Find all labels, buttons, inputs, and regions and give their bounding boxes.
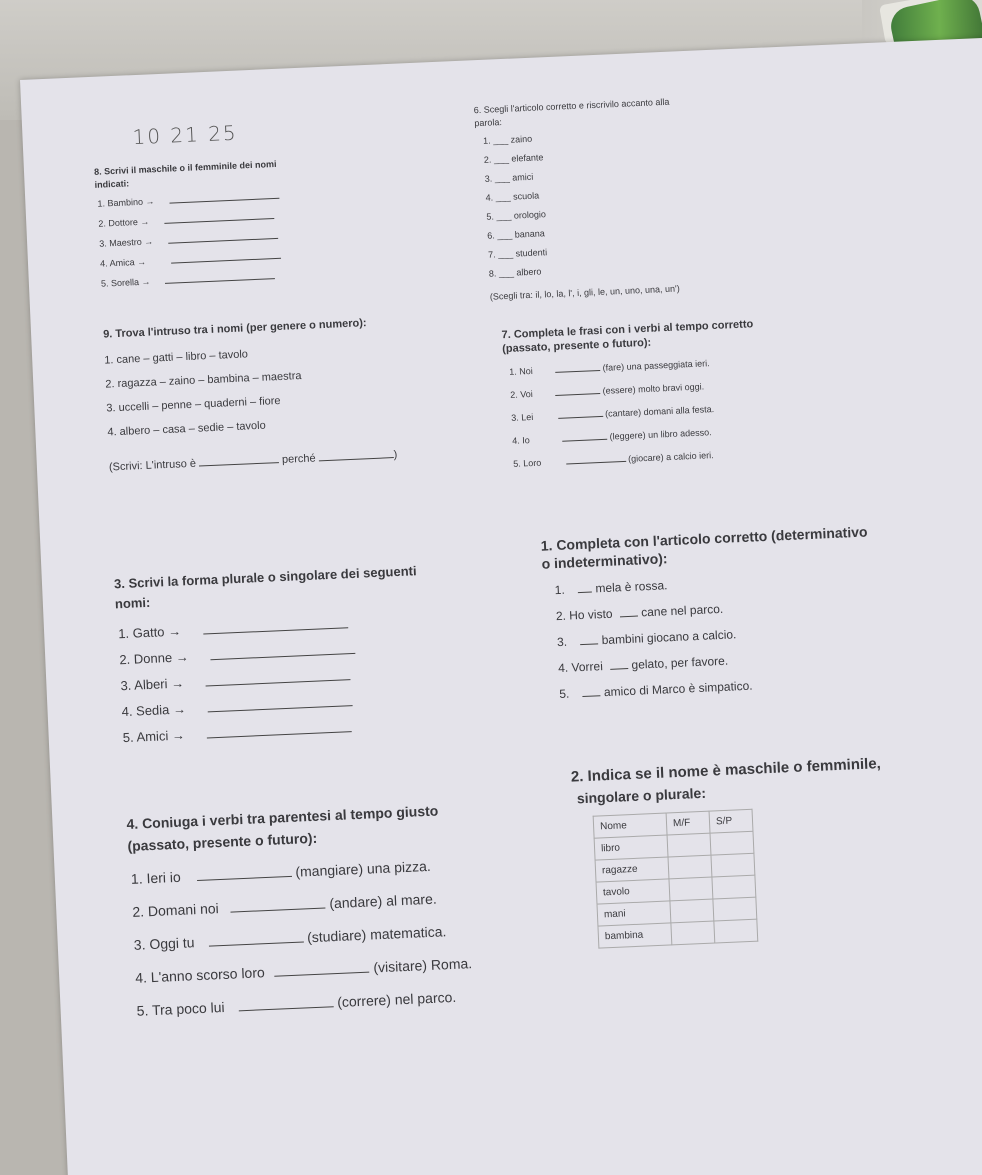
ex9-item-1: 1. cane – gatti – libro – tavolo xyxy=(104,348,249,367)
ex4-item-3[interactable]: 3. Oggi tu (studiare) matematica. xyxy=(133,923,447,953)
worksheet-paper xyxy=(20,36,982,1175)
verb-blank[interactable] xyxy=(209,941,304,946)
column-header: Nome xyxy=(593,813,667,838)
ex4-item-2[interactable]: 2. Domani noi (andare) al mare. xyxy=(132,890,438,920)
intruder-blank[interactable] xyxy=(199,462,279,466)
ex8-item-2[interactable]: 2. Dottore → xyxy=(98,211,274,229)
ex8-item-5[interactable]: 5. Sorella → xyxy=(101,271,275,289)
ex7-item-2[interactable]: 2. Voi (essere) molto bravi oggi. xyxy=(509,381,705,400)
verb-blank[interactable] xyxy=(555,393,600,396)
ex7-title-2: (passato, presente o futuro): xyxy=(501,336,652,356)
ex8-item-4[interactable]: 4. Amica → xyxy=(100,251,281,269)
ex4-item-5[interactable]: 5. Tra poco lui (correre) nel parco. xyxy=(136,988,457,1019)
answer-cell[interactable] xyxy=(711,853,755,877)
answer-cell[interactable] xyxy=(668,855,712,879)
article-blank[interactable] xyxy=(578,592,592,594)
verb-blank[interactable] xyxy=(231,907,326,912)
answer-blank[interactable] xyxy=(165,278,275,284)
answer-cell[interactable] xyxy=(669,877,713,901)
article-blank[interactable] xyxy=(620,616,638,618)
answer-blank[interactable] xyxy=(164,218,274,224)
noun-cell: ragazze xyxy=(595,857,669,882)
ex9-note[interactable]: (Scrivi: L'intruso è perché ) xyxy=(108,448,398,474)
ex1-title-1: 1. Completa con l'articolo corretto (determinativo xyxy=(540,523,868,554)
ex2-title-1: 2. Indica se il nome è maschile o femminile, xyxy=(570,755,882,786)
ex9-item-2: 2. ragazza – zaino – bambina – maestra xyxy=(105,370,302,391)
ex7-item-3[interactable]: 3. Lei (cantare) domani alla festa. xyxy=(510,404,715,423)
ex6-item-4[interactable]: 4. ___ scuola xyxy=(485,190,540,203)
verb-blank[interactable] xyxy=(566,461,626,465)
ex6-item-5[interactable]: 5. ___ orologio xyxy=(486,209,547,222)
answer-blank[interactable] xyxy=(168,238,278,244)
ex1-title-2: o indeterminativo): xyxy=(541,550,668,572)
noun-cell: bambina xyxy=(598,923,672,948)
ex7-item-1[interactable]: 1. Noi (fare) una passeggiata ieri. xyxy=(508,358,710,377)
ex3-title-1: 3. Scrivi la forma plurale o singolare dei seguenti xyxy=(113,563,417,592)
verb-blank[interactable] xyxy=(558,416,603,419)
ex7-title-1: 7. Completa le frasi con i verbi al tempo corretto xyxy=(501,318,754,342)
noun-cell: mani xyxy=(597,901,671,926)
ex3-item-5[interactable]: 5. Amici → xyxy=(122,720,351,745)
noun-cell: libro xyxy=(594,835,668,860)
ex3-item-3[interactable]: 3. Alberi → xyxy=(120,668,351,693)
answer-cell[interactable] xyxy=(667,833,711,857)
ex6-item-8[interactable]: 8. ___ albero xyxy=(488,266,542,279)
ex6-item-7[interactable]: 7. ___ studenti xyxy=(487,247,548,260)
ex1-item-3[interactable]: 3. bambini giocano a calcio. xyxy=(556,627,737,650)
answer-cell[interactable] xyxy=(670,899,714,923)
ex1-item-1[interactable]: 1. mela è rossa. xyxy=(554,578,668,598)
noun-cell: tavolo xyxy=(596,879,670,904)
ex9-item-3: 3. uccelli – penne – quaderni – fiore xyxy=(106,394,281,415)
ex4-title-1: 4. Coniuga i verbi tra parentesi al tempo giusto xyxy=(126,802,439,833)
article-blank[interactable] xyxy=(580,643,598,645)
ex3-item-2[interactable]: 2. Donne → xyxy=(119,642,355,667)
ex2-title-2: singolare o plurale: xyxy=(576,784,707,807)
answer-cell[interactable] xyxy=(710,831,754,855)
ex9-title: 9. Trova l'intruso tra i nomi (per genere o numero): xyxy=(102,317,367,341)
verb-blank[interactable] xyxy=(197,876,292,881)
gender-number-table xyxy=(593,809,759,949)
handwritten-date: 10 21 25 xyxy=(132,120,239,150)
ex6-title-1: 6. Scegli l'articolo corretto e riscrivilo accanto alla xyxy=(473,96,670,116)
ex7-item-5[interactable]: 5. Loro (giocare) a calcio ieri. xyxy=(512,450,714,469)
ex8-item-3[interactable]: 3. Maestro → xyxy=(99,231,278,249)
answer-blank[interactable] xyxy=(207,731,352,738)
ex4-item-4[interactable]: 4. L'anno scorso loro (visitare) Roma. xyxy=(134,955,473,986)
ex1-item-4[interactable]: 4. Vorrei gelato, per favore. xyxy=(557,653,729,676)
answer-cell[interactable] xyxy=(713,897,757,921)
answer-cell[interactable] xyxy=(712,875,756,899)
column-header: S/P xyxy=(709,809,753,833)
ex3-item-1[interactable]: 1. Gatto → xyxy=(118,616,348,641)
ex3-title-2: nomi: xyxy=(114,594,151,612)
verb-blank[interactable] xyxy=(239,1006,334,1011)
ex4-item-1[interactable]: 1. Ieri io (mangiare) una pizza. xyxy=(130,857,432,887)
article-blank[interactable] xyxy=(610,668,628,670)
ex8-subtitle: indicati: xyxy=(94,178,130,190)
answer-blank[interactable] xyxy=(171,258,281,264)
answer-blank[interactable] xyxy=(206,679,351,686)
article-blank[interactable] xyxy=(583,695,601,697)
verb-blank[interactable] xyxy=(555,370,600,373)
ex8-title: 8. Scrivi il maschile o il femminile dei nomi xyxy=(93,158,277,177)
verb-blank[interactable] xyxy=(562,439,607,442)
verb-blank[interactable] xyxy=(275,972,370,977)
ex3-item-4[interactable]: 4. Sedia → xyxy=(121,694,352,719)
ex6-title-2: parola: xyxy=(474,117,503,129)
ex9-item-4: 4. albero – casa – sedie – tavolo xyxy=(107,419,266,439)
column-header: M/F xyxy=(666,811,710,835)
answer-cell[interactable] xyxy=(714,919,758,943)
ex6-item-1[interactable]: 1. ___ zaino xyxy=(482,133,533,146)
ex1-item-5[interactable]: 5. amico di Marco è simpatico. xyxy=(558,678,753,702)
ex6-note: (Scegli tra: il, lo, la, l', i, gli, le, un, uno, una, un') xyxy=(489,283,680,302)
answer-cell[interactable] xyxy=(671,921,715,945)
answer-blank[interactable] xyxy=(169,198,279,204)
ex7-item-4[interactable]: 4. Io (leggere) un libro adesso. xyxy=(511,427,712,446)
answer-blank[interactable] xyxy=(210,653,355,660)
answer-blank[interactable] xyxy=(203,627,348,634)
ex6-item-6[interactable]: 6. ___ banana xyxy=(487,228,545,241)
reason-blank[interactable] xyxy=(319,457,394,461)
ex1-item-2[interactable]: 2. Ho visto cane nel parco. xyxy=(555,601,724,624)
ex8-item-1[interactable]: 1. Bambino → xyxy=(97,191,279,209)
answer-blank[interactable] xyxy=(208,705,353,712)
ex6-item-2[interactable]: 2. ___ elefante xyxy=(483,152,544,165)
ex4-title-2: (passato, presente o futuro): xyxy=(127,829,318,855)
ex6-item-3[interactable]: 3. ___ amici xyxy=(484,171,534,184)
